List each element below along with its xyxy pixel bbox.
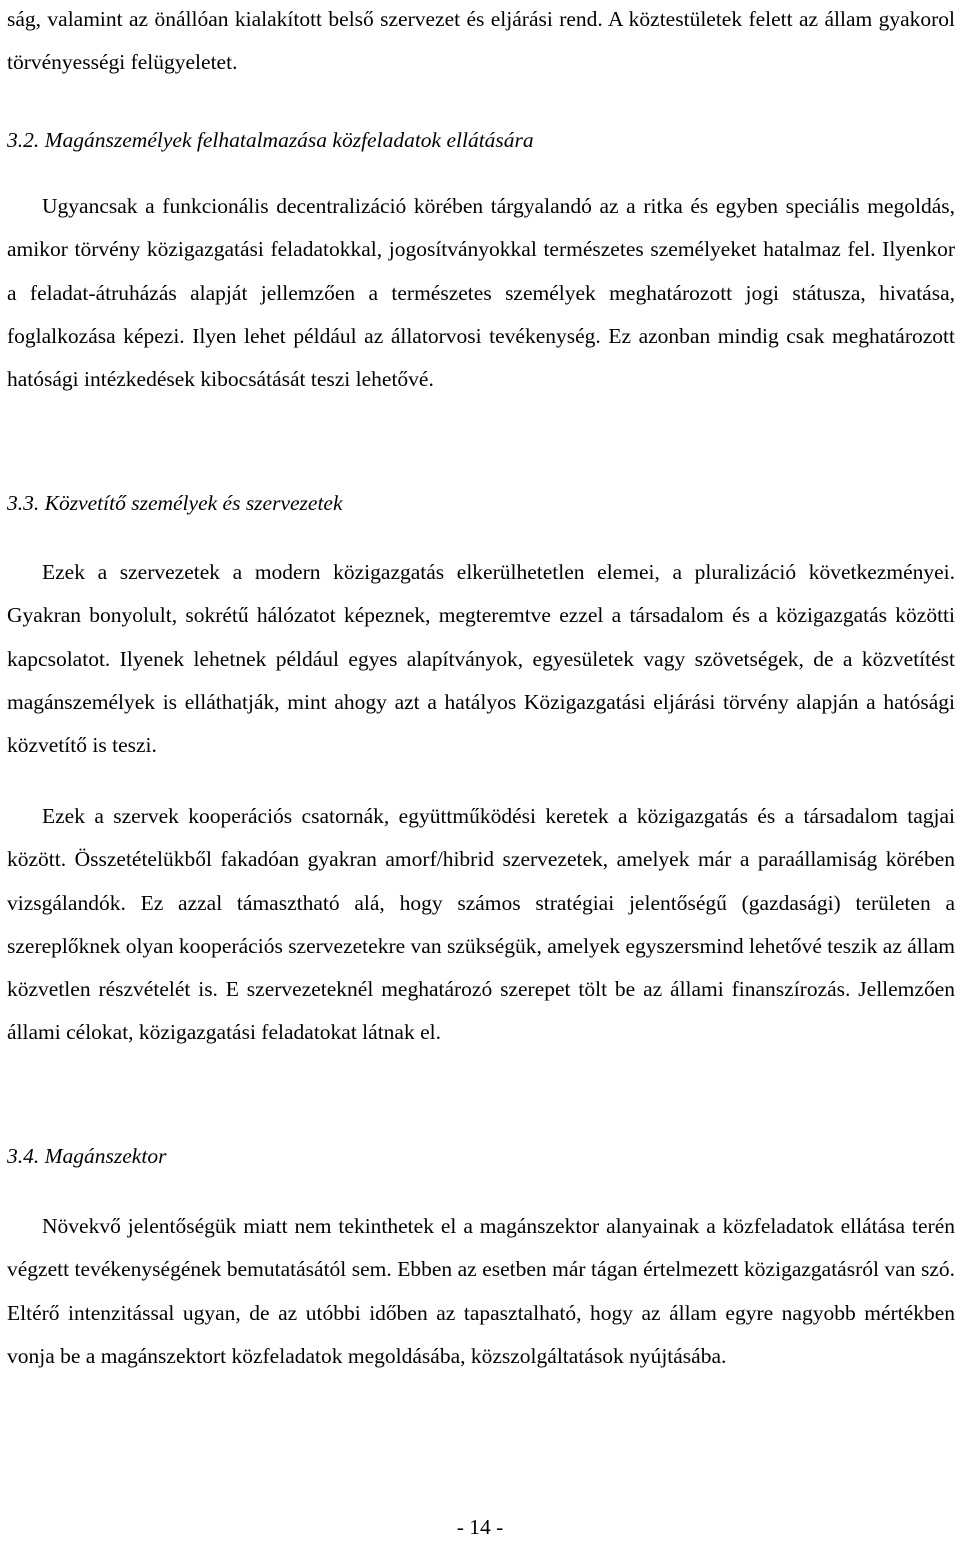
section-3-3-paragraph-1: Ezek a szervezetek a modern közigazgatás elkerülhetetlen elemei, a pluralizáció következményei. Gyakran bonyolult, sokrétű hálózatot képeznek, megteremtve ezzel a társadalom és a közigazgatás közötti kapcsolatot. Ilyenek lehetnek például egyes alapítványok, egyesületek vagy szövetségek, de a közvetítést magánszemélyek is elláthatják, mint ahogy azt a hatályos Közigazgatási eljárási törvény alapján a hatósági közvetítő is teszi. bbox=[7, 560, 955, 758]
section-3-3-paragraph-2: Ezek a szervek kooperációs csatornák, együttműködési keretek a közigazgatás és a társadalom tagjai között. Összetételükből fakadóan gyakran amorf/hibrid szervezetek, amelyek már a paraállamiság körében vizsgálandók. Ez azzal támasztható alá, hogy számos stratégiai jelentőségű (gazdasági) területen a szereplőknek olyan kooperációs szervezetekre van szükségük, amelyek egyszersmind lehetővé teszik az állam közvetlen részvételét is. E szervezeteknél meghatározó szerepet tölt be az állami finanszírozás. Jellemzően állami célokat, közigazgatási feladatokat látnak el. bbox=[7, 804, 955, 1045]
intro-paragraph: ság, valamint az önállóan kialakított belső szervezet és eljárási rend. A köztestületek felett az állam gyakorol törvényességi felügyeletet. bbox=[7, 7, 955, 75]
section-3-4-heading: 3.4. Magánszektor bbox=[7, 1144, 167, 1168]
section-3-4-paragraph: Növekvő jelentőségük miatt nem tekinthetek el a magánszektor alanyainak a közfeladatok ellátása terén végzett tevékenységének bemutatásától sem. Ebben az esetben már tágan értelmezett közigazgatásról van szó. Eltérő intenzitással ugyan, de az utóbbi időben az tapasztalható, hogy az állam egyre nagyobb mértékben vonja be a magánszektort közfeladatok megoldásába, közszolgáltatások nyújtásába. bbox=[7, 1214, 955, 1368]
section-3-3-heading: 3.3. Közvetítő személyek és szervezetek bbox=[7, 491, 343, 515]
section-3-2-heading: 3.2. Magánszemélyek felhatalmazása közfeladatok ellátására bbox=[7, 128, 534, 152]
page-number: - 14 - bbox=[456, 1515, 504, 1539]
section-3-2-paragraph: Ugyancsak a funkcionális decentralizáció körében tárgyalandó az a ritka és egyben speciális megoldás, amikor törvény közigazgatási feladatokkal, jogosítványokkal természetes személyeket hatalmaz fel. Ilyenkor a feladat-átruházás alapját jellemzően a természetes személyek meghatározott jogi státusza, hivatása, foglalkozása képezi. Ilyen lehet például az állatorvosi tevékenység. Ez azonban mindig csak meghatározott hatósági intézkedések kibocsátását teszi lehetővé. bbox=[7, 194, 955, 392]
